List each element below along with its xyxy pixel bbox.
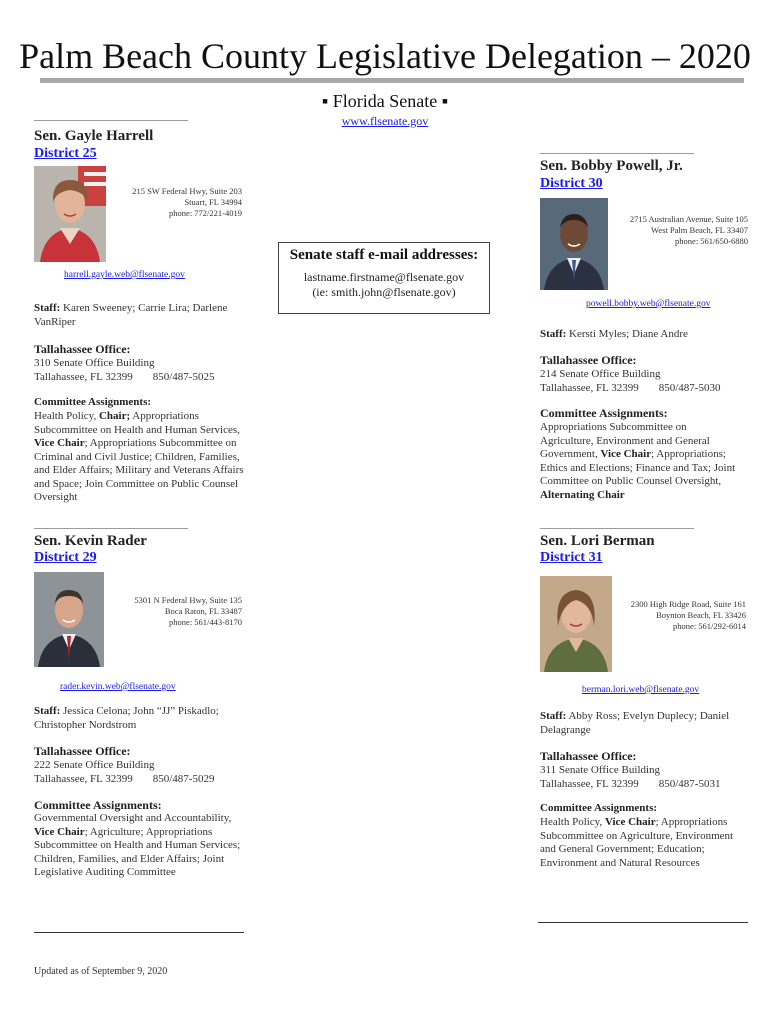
office-city: Tallahassee, FL 32399 <box>34 772 133 785</box>
address-line: 5301 N Federal Hwy, Suite 135 <box>134 595 242 605</box>
section-rule <box>538 922 748 923</box>
staff-list <box>540 328 760 342</box>
section-separator: ____________________________ <box>34 518 188 530</box>
section-separator: ____________________________ <box>540 518 694 530</box>
committee-heading: Committee Assignments: <box>34 798 162 812</box>
senator-email-link[interactable]: rader.kevin.web@flsenate.gov <box>60 682 176 692</box>
staff-email-example: (ie: smith.john@flsenate.gov) <box>312 285 456 299</box>
address-line: Stuart, FL 34994 <box>184 197 242 207</box>
address-line: Boca Raton, FL 33487 <box>164 606 242 616</box>
office-city: Tallahassee, FL 32399 <box>540 777 639 790</box>
district-office-address <box>110 186 242 219</box>
tallahassee-office <box>540 368 765 395</box>
committee-role: Chair; <box>98 410 131 422</box>
tallahassee-office-heading: Tallahassee Office: <box>34 744 131 758</box>
district-link[interactable]: District 31 <box>540 550 603 565</box>
committee-heading: Committee Assignments: <box>540 406 668 420</box>
office-building: 310 Senate Office Building <box>34 357 155 369</box>
page-title: Palm Beach County Legislative Delegation – 2020 <box>19 36 751 76</box>
senator-email-link[interactable]: powell.bobby.web@flsenate.gov <box>586 299 711 309</box>
district-link[interactable]: District 25 <box>34 146 97 161</box>
tallahassee-office-heading: Tallahassee Office: <box>34 342 131 356</box>
office-city: Tallahassee, FL 32399 <box>540 381 639 394</box>
office-building: 222 Senate Office Building <box>34 759 155 771</box>
staff-email-format: lastname.firstname@flsenate.gov <box>303 270 465 284</box>
staff-email-heading: Senate staff e-mail addresses: <box>289 247 479 263</box>
district-link[interactable]: District 29 <box>34 550 97 565</box>
committee-text: ; Appropriations Subcommittee on Agriculture, Environment and General Government; Education; Environment and Natural Resources <box>540 816 734 869</box>
staff-label: Staff: <box>540 328 567 340</box>
committee-role: Vice Chair <box>604 816 656 828</box>
staff-email-box <box>278 242 490 314</box>
staff-label: Staff: <box>34 705 61 717</box>
tallahassee-office-heading: Tallahassee Office: <box>540 749 637 763</box>
committee-text: Governmental Oversight and Accountability, <box>34 812 232 824</box>
senator-name: Sen. Lori Berman <box>540 533 655 549</box>
committee-text: Health Policy, <box>34 410 99 422</box>
committee-role: Alternating Chair <box>540 488 625 501</box>
senator-email-link[interactable]: harrell.gayle.web@flsenate.gov <box>64 270 185 280</box>
committee-list <box>34 410 252 505</box>
address-line: phone: 772/221-4019 <box>169 208 242 218</box>
senator-email-link[interactable]: berman.lori.web@flsenate.gov <box>582 685 700 695</box>
section-separator: ____________________________ <box>34 110 188 122</box>
district-office-address <box>616 599 746 632</box>
committee-text: ; Appropriations Subcommittee on Criminal and Civil Justice; Children, Families, and Elder Affairs; Military and Veterans Affairs and Space; Join Committee on Public Counsel Oversight <box>34 437 244 503</box>
committee-text: ; Appropriations; Ethics and Elections; Finance and Tax; Joint Committee on Public Counsel Oversight, <box>540 448 736 487</box>
tallahassee-office <box>34 357 264 384</box>
committee-list <box>34 812 249 880</box>
address-line: 2715 Australian Avenue, Suite 105 <box>629 214 748 224</box>
senator-name: Sen. Kevin Rader <box>34 533 147 549</box>
address-line: West Palm Beach, FL 33407 <box>651 225 748 235</box>
tallahassee-office <box>34 759 264 786</box>
address-line: phone: 561/292-6014 <box>673 621 746 631</box>
office-phone: 850/487-5030 <box>658 381 721 394</box>
chamber-label: ▪ Florida Senate ▪ <box>321 91 449 111</box>
committee-text: Health Policy, <box>540 816 605 828</box>
committee-list <box>540 421 740 502</box>
staff-label: Staff: <box>34 302 61 314</box>
address-line: 2300 High Ridge Road, Suite 161 <box>630 599 746 609</box>
senator-photo <box>34 166 106 262</box>
committee-role: Vice Chair <box>34 437 85 449</box>
senator-photo <box>34 572 104 667</box>
senator-photo <box>540 198 608 290</box>
office-building: 214 Senate Office Building <box>540 368 661 380</box>
committee-role: Vice Chair <box>34 825 85 838</box>
address-line: Boynton Beach, FL 33426 <box>656 610 746 620</box>
address-line: phone: 561/443-8170 <box>169 617 242 627</box>
senator-name: Sen. Gayle Harrell <box>34 128 154 144</box>
staff-list <box>540 710 750 737</box>
staff-names: Karen Sweeney; Carrie Lira; Darlene VanRiper <box>34 302 228 328</box>
title-divider <box>40 78 744 83</box>
staff-list <box>34 705 254 732</box>
committee-heading: Committee Assignments: <box>34 396 152 408</box>
office-city: Tallahassee, FL 32399 <box>34 370 133 383</box>
address-line: 215 SW Federal Hwy, Suite 203 <box>132 186 242 196</box>
district-office-address <box>600 214 748 247</box>
committee-text: ; Agriculture; Appropriations Subcommittee on Health and Human Services; Children, Families, and Elder Affairs; Joint Legislative Auditing Committee <box>34 825 241 878</box>
staff-label: Staff: <box>540 710 567 722</box>
senator-name: Sen. Bobby Powell, Jr. <box>540 158 683 174</box>
staff-names: Jessica Celona; John “JJ” Piskadlo; Christopher Nordstrom <box>34 705 219 731</box>
updated-date: Updated as of September 9, 2020 <box>34 966 168 977</box>
staff-names: Abby Ross; Evelyn Duplecy; Daniel Delagrange <box>540 710 730 736</box>
committee-text: Appropriations Subcommittee on Health and Human Services, <box>34 410 240 436</box>
committee-role: Vice Chair <box>600 448 652 460</box>
office-phone: 850/487-5031 <box>658 777 721 790</box>
office-phone: 850/487-5025 <box>152 370 215 383</box>
staff-names: Kersti Myles; Diane Andre <box>569 328 688 340</box>
tallahassee-office-heading: Tallahassee Office: <box>540 353 637 367</box>
committee-list <box>540 816 745 870</box>
senate-website-link[interactable]: www.flsenate.gov <box>341 114 429 128</box>
senator-photo <box>540 576 612 672</box>
staff-list <box>34 302 254 329</box>
section-rule <box>34 932 244 933</box>
office-phone: 850/487-5029 <box>152 772 215 785</box>
committee-heading: Committee Assignments: <box>540 802 658 814</box>
district-link[interactable]: District 30 <box>540 176 603 191</box>
tallahassee-office <box>540 764 765 791</box>
section-separator: ____________________________ <box>540 143 694 155</box>
address-line: phone: 561/650-6880 <box>675 236 748 246</box>
committee-text: Appropriations Subcommittee on Agriculture, Environment and General Government, <box>540 421 710 460</box>
office-building: 311 Senate Office Building <box>540 764 661 776</box>
district-office-address <box>108 595 242 628</box>
